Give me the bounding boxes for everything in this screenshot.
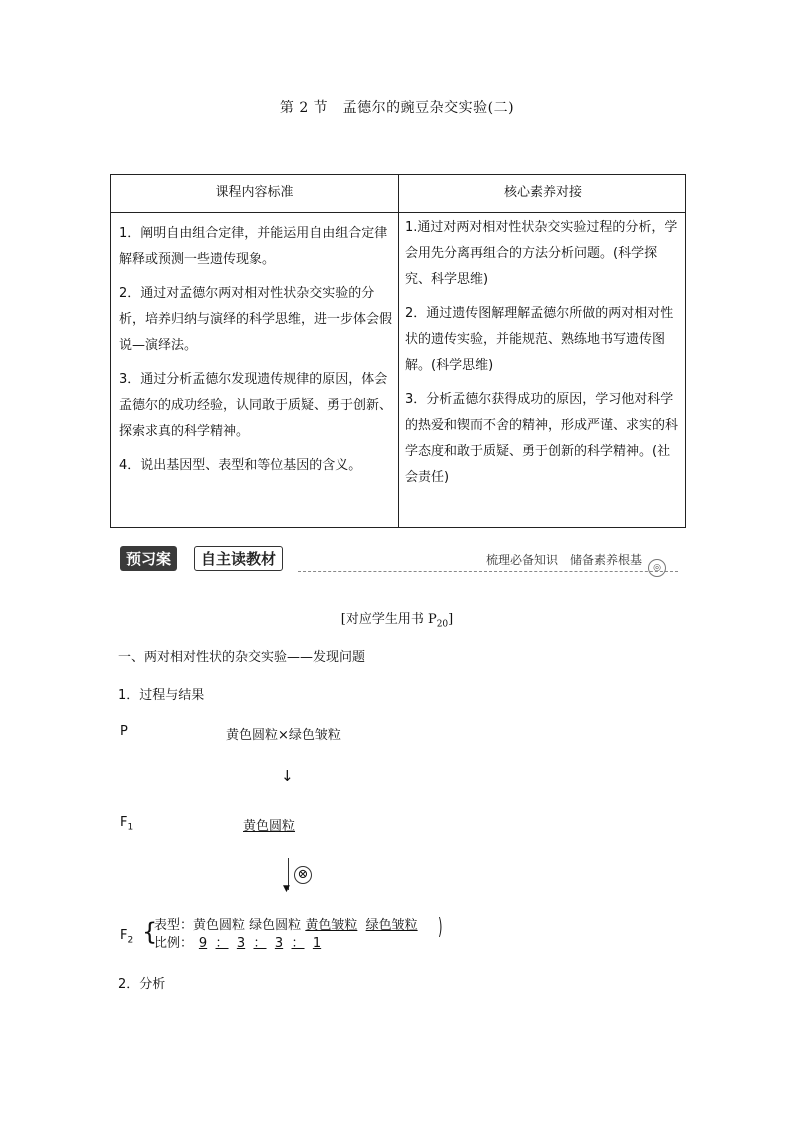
standards-table: [110, 174, 686, 528]
banner-label-selfstudy: 自主读教材: [194, 546, 283, 571]
page-title: 第 2 节 孟德尔的豌豆杂交实验(二): [279, 100, 515, 116]
f1-phenotype: 黄色圆粒: [243, 819, 296, 834]
f2-ratio-row: 比例： 9 ： 3 ： 3 ： 1: [154, 935, 327, 952]
standard-item: 2．通过对孟德尔两对相对性状杂交实验的分析，培养归纳与演绎的科学思维，进一步体会假说—演绎法。: [119, 286, 393, 353]
competency-item: 3．分析孟德尔获得成功的原因，学习他对科学的热爱和锲而不舍的精神，形成严谨、求实的科学态度和敢于质疑、勇于创新的科学精神。(社会责任): [405, 392, 679, 485]
parent-generation-label: P: [120, 724, 128, 739]
standard-item: 3．通过分析孟德尔发现遗传规律的原因，体会孟德尔的成功经验，认同敢于质疑、勇于创新、探索求真的科学精神。: [119, 372, 393, 439]
table-divider-horizontal: [111, 212, 685, 213]
f2-ratio-value: 3: [274, 936, 284, 951]
f2-label: $F_2$: [120, 928, 134, 946]
f2-phenotype: 绿色圆粒: [249, 918, 302, 933]
f2-ratio-value: 1: [312, 936, 322, 951]
arrowhead-icon: ▼: [283, 884, 290, 894]
standards-list: [119, 221, 393, 487]
competency-item: 2．通过遗传图解理解孟德尔所做的两对相对性状的遗传实验，并能规范、熟练地书写遗传图解。(科学思维): [405, 306, 674, 373]
section-banner: [118, 545, 678, 575]
self-cross-icon: ⊗: [294, 866, 312, 884]
table-header-competencies: 核心素养对接: [503, 185, 582, 200]
f2-ratio-value: 9: [198, 936, 208, 951]
banner-label-preview: 预习案: [120, 546, 177, 571]
competency-item: 1.通过对两对相对性状杂交实验过程的分析，学会用先分离再组合的方法分析问题。(科学探究、科学思维): [405, 220, 678, 287]
f2-phenotype-row: 表型：黄色圆粒 绿色圆粒 黄色皱粒 绿色皱粒: [154, 918, 418, 933]
table-header-standards: 课程内容标准: [215, 185, 294, 200]
left-brace-icon: {: [142, 918, 158, 946]
subsection-heading: 2．分析: [118, 977, 166, 992]
f2-phenotype: 绿色皱粒: [365, 918, 418, 933]
standard-item: 4．说出基因型、表型和等位基因的含义。: [119, 458, 362, 473]
banner-slogan: 梳理必备知识 储备素养根基: [485, 553, 642, 567]
subsection-heading: 1．过程与结果: [118, 688, 205, 703]
f1-label: $F_1$: [120, 815, 134, 833]
table-divider-vertical: [398, 175, 399, 527]
f2-ratio-value: 3: [236, 936, 246, 951]
standard-item: 1．阐明自由组合定律，并能运用自由组合定律解释或预测一些遗传现象。: [119, 226, 388, 267]
book-reference: [对应学生用书 $P_{20}$]: [340, 612, 454, 630]
competencies-list: [405, 215, 681, 499]
right-paren-icon: ): [438, 915, 443, 940]
f2-phenotype: 黄色皱粒: [305, 918, 358, 933]
parent-cross: 黄色圆粒×绿色皱粒: [226, 728, 341, 743]
banner-emblem-icon: ◎: [648, 559, 666, 577]
section-heading: 一、两对相对性状的杂交实验——发现问题: [118, 650, 366, 665]
down-arrow-icon: ↓: [281, 767, 294, 785]
f2-phenotype: 黄色圆粒: [193, 918, 246, 933]
banner-divider: [298, 571, 678, 572]
